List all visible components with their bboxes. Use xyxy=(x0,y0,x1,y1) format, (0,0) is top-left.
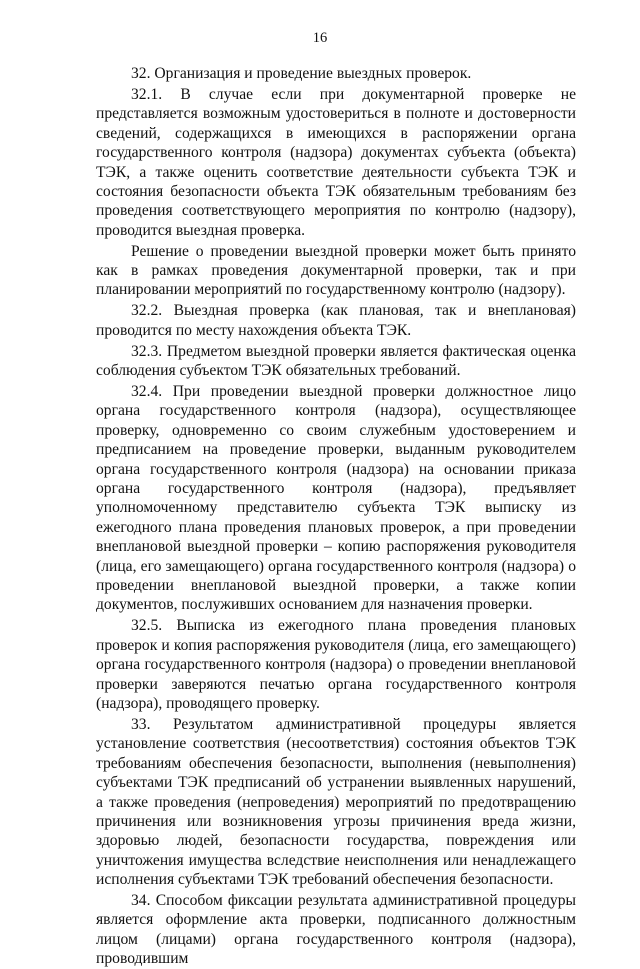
paragraph-32-2: 32.2. Выездная проверка (как плановая, так и внеплановая) проводится по месту нахождения объекта ТЭК. xyxy=(96,302,576,339)
paragraph-34: 34. Способом фиксации результата административной процедуры является оформление акта проверки, подписанного должностным лицом (лицами) органа государственного контроля (надзора), проводившим xyxy=(96,892,576,968)
paragraph-32-5: 32.5. Выписка из ежегодного плана проведения плановых проверок и копия распоряжения руководителя (лица, его замещающего) органа государственного контроля (надзора) о проведении внеплановой проверки заверяются печатью органа государственного контроля (надзора), проводящего проверку. xyxy=(96,617,576,712)
paragraph-32-1-decision: Решение о проведении выездной проверки может быть принято как в рамках проведения документарной проверки, так и при планировании мероприятий по государственному контролю (надзору). xyxy=(96,242,576,299)
paragraph-32-3: 32.3. Предметом выездной проверки является фактическая оценка соблюдения субъектом ТЭК обязательных требований. xyxy=(96,342,576,380)
paragraph-32-4: 32.4. При проведении выездной проверки должностное лицо органа государственного контроля (надзора), осуществляющее проверку, одновременно со своим служебным удостоверением и предписанием на проведение проверки, выданным руководителем органа государственного контроля (надзора) на основании приказа органа государственного контроля (надзора), предъявляет уполномоченному представителю субъекта ТЭК выписку из ежегодного плана проведения плановых проверок, а при проведении внеплановой выездной проверки – копию распоряжения руководителя (лица, его замещающего) органа государственного контроля (надзора) о проведении внеплановой выездной проверки, а также копии документов, послуживших основанием для назначения проверки. xyxy=(96,383,576,614)
document-body xyxy=(96,64,576,969)
page-number: 16 xyxy=(312,30,328,46)
paragraph-32-heading: 32. Организация и проведение выездных проверок. xyxy=(131,65,472,82)
paragraph-33: 33. Результатом административной процедуры является установление соответствия (несоответствия) состояния объектов ТЭК требованиям обеспечения безопасности, выполнения (невыполнения) субъектами ТЭК предписаний об устранении выявленных нарушений, а также проведения (непроведения) мероприятий по предотвращению причинения или возникновения угрозы причинения вреда жизни, здоровью людей, безопасности государства, повреждения или уничтожения имущества вследствие неисполнения или ненадлежащего исполнения субъектами ТЭК требований обеспечения безопасности. xyxy=(96,715,576,889)
paragraph-32-1: 32.1. В случае если при документарной проверке не представляется возможным удостовериться в полноте и достоверности сведений, содержащихся в имеющихся в распоряжении органа государственного контроля (надзора) документах субъекта (объекта) ТЭК, а также оценить соответствие деятельности субъекта ТЭК и состояния безопасности объекта ТЭК обязательным требованиям без проведения соответствующего мероприятия по контролю (надзору), проводится выездная проверка. xyxy=(96,85,576,239)
